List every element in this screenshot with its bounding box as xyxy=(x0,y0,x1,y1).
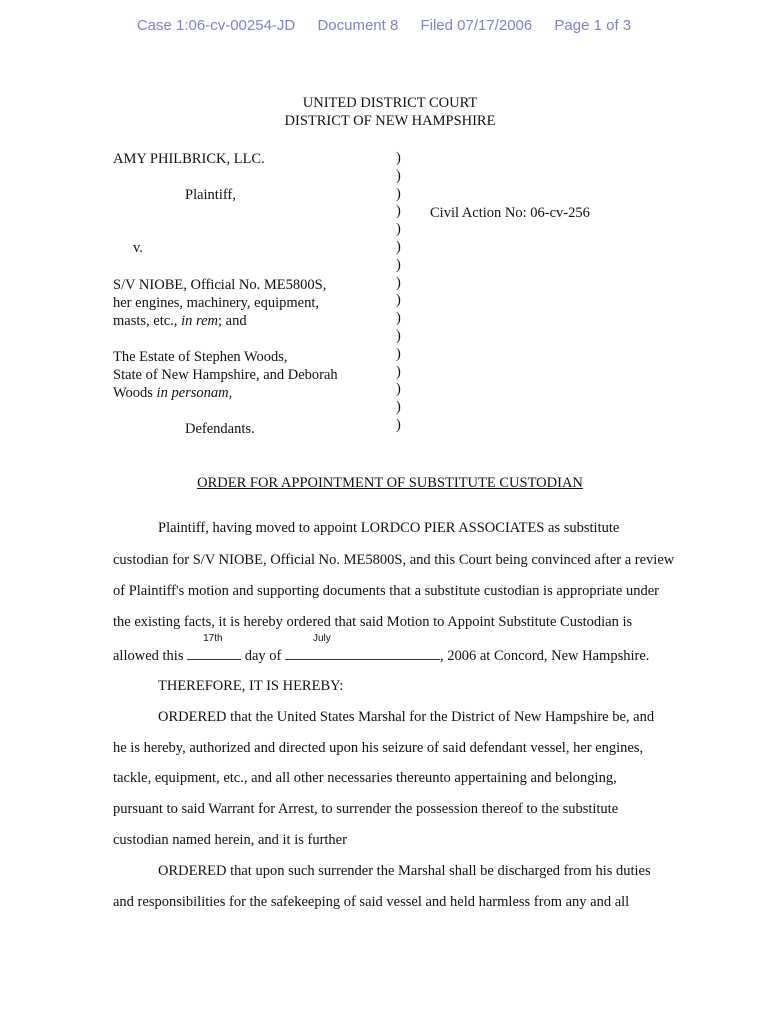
body-line: custodian named herein, and it is further xyxy=(113,832,347,848)
civil-action-number: Civil Action No: 06-cv-256 xyxy=(430,205,590,221)
month-blank xyxy=(285,633,440,660)
defendant-estate-line3: Woods in personam, xyxy=(113,385,233,401)
defendant-vessel-line2: her engines, machinery, equipment, xyxy=(113,295,320,311)
caption-parentheses xyxy=(396,150,401,435)
versus: v. xyxy=(133,240,143,256)
caption-paren: ) xyxy=(396,256,401,273)
plaintiff-name: AMY PHILBRICK, LLC. xyxy=(113,151,265,167)
caption-paren: ) xyxy=(396,221,401,238)
order-title: ORDER FOR APPOINTMENT OF SUBSTITUTE CUSTODIAN xyxy=(197,475,583,491)
body-line: and responsibilities for the safekeeping of said vessel and held harmless from any and all xyxy=(113,894,630,910)
defendants-label: Defendants. xyxy=(185,421,255,437)
defendant-vessel-line1: S/V NIOBE, Official No. ME5800S, xyxy=(113,277,327,293)
day-blank xyxy=(187,633,241,660)
page-indicator: Page 1 of 3 xyxy=(554,17,632,34)
caption-paren: ) xyxy=(396,167,401,184)
body-line: ORDERED that upon such surrender the Marshal shall be discharged from his duties xyxy=(158,863,651,879)
defendant-vessel-line3: masts, etc., in rem; and xyxy=(113,313,247,329)
body-line-date: allowed this 17th day of July , 2006 at Concord, New Hampshire. xyxy=(113,633,650,664)
defendant-estate-line1: The Estate of Stephen Woods, xyxy=(113,349,288,365)
caption-paren: ) xyxy=(396,327,401,344)
caption-paren: ) xyxy=(396,185,401,202)
defendant-estate-line2: State of New Hampshire, and Deborah xyxy=(113,367,338,383)
caption-paren: ) xyxy=(396,238,401,255)
body-line: he is hereby, authorized and directed upon his seizure of said defendant vessel, her engines, xyxy=(113,740,644,756)
day-fill: 17th xyxy=(203,633,223,644)
caption-paren: ) xyxy=(396,381,401,398)
caption-paren: ) xyxy=(396,399,401,416)
body-line: pursuant to said Warrant for Arrest, to surrender the possession thereof to the substitute xyxy=(113,801,619,817)
caption-paren: ) xyxy=(396,203,401,220)
body-line: tackle, equipment, etc., and all other necessaries thereunto appertaining and belonging, xyxy=(113,770,617,786)
case-number: Case 1:06-cv-00254-JD xyxy=(136,17,296,34)
court-district: DISTRICT OF NEW HAMPSHIRE xyxy=(284,113,496,129)
caption-paren: ) xyxy=(396,363,401,380)
body-line: Plaintiff, having moved to appoint LORDCO PIER ASSOCIATES as substitute xyxy=(158,520,620,536)
body-line: THEREFORE, IT IS HEREBY: xyxy=(158,678,344,694)
caption-paren: ) xyxy=(396,416,401,433)
caption-paren: ) xyxy=(396,274,401,291)
body-line: ORDERED that the United States Marshal for the District of New Hampshire be, and xyxy=(158,709,655,725)
caption-paren: ) xyxy=(396,292,401,309)
filing-header xyxy=(0,17,768,34)
filed-date: Filed 07/17/2006 xyxy=(420,17,533,34)
body-line: the existing facts, it is hereby ordered that said Motion to Appoint Substitute Custodian is xyxy=(113,614,633,630)
body-line: custodian for S/V NIOBE, Official No. ME5800S, and this Court being convinced after a review xyxy=(113,552,675,568)
plaintiff-label: Plaintiff, xyxy=(185,187,236,203)
caption-paren: ) xyxy=(396,310,401,327)
body-line: of Plaintiff's motion and supporting documents that a substitute custodian is appropriate under xyxy=(113,583,660,599)
caption-paren: ) xyxy=(396,345,401,362)
caption-paren: ) xyxy=(396,150,401,166)
document-number: Document 8 xyxy=(317,17,399,34)
month-fill: July xyxy=(313,633,331,644)
court-name: UNITED DISTRICT COURT xyxy=(302,95,478,111)
